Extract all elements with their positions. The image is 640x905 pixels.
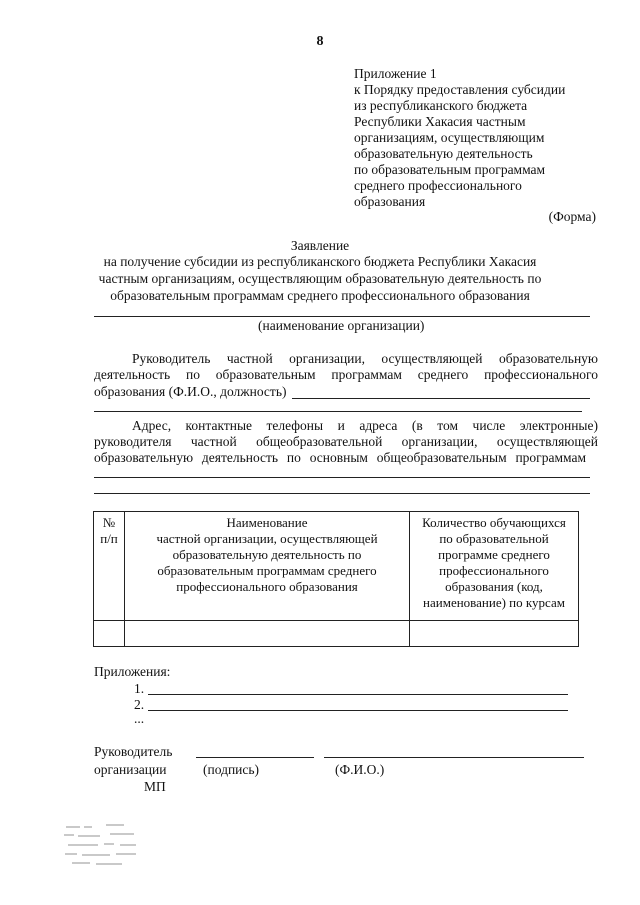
page-number: 8 bbox=[316, 34, 324, 49]
appendix-line: среднего профессионального bbox=[354, 178, 522, 193]
form-label: (Форма) bbox=[548, 209, 596, 224]
signature-field[interactable] bbox=[196, 757, 314, 758]
table-cell-student-count[interactable] bbox=[410, 621, 579, 647]
attachments-label: Приложения: bbox=[94, 664, 171, 679]
org-name-field[interactable] bbox=[94, 316, 590, 317]
address-field-1[interactable] bbox=[94, 477, 590, 478]
appendix-line: образовательную деятельность bbox=[354, 146, 533, 161]
address-paragraph-line: образовательную деятельность по основным общеобразовательным программам bbox=[94, 450, 586, 465]
head-name-field[interactable] bbox=[292, 398, 590, 399]
appendix-line: организациям, осуществляющим bbox=[354, 130, 545, 145]
attachment-number: 2. bbox=[134, 697, 145, 712]
head-paragraph-line: образования (Ф.И.О., должность) bbox=[94, 384, 287, 399]
attachment-field[interactable] bbox=[148, 694, 568, 695]
title-line: образовательным программам среднего профессионального образования bbox=[110, 288, 530, 303]
head-paragraph-line: Руководитель частной организации, осуществляющей образовательную bbox=[132, 351, 598, 366]
full-name-field[interactable] bbox=[324, 757, 584, 758]
address-field-2[interactable] bbox=[94, 493, 590, 494]
attachment-ellipsis: ... bbox=[134, 711, 145, 726]
header-number: № п/п bbox=[94, 512, 125, 621]
title-line: частным организациям, осуществляющим образовательную деятельность по bbox=[98, 271, 542, 286]
table-header-row bbox=[94, 512, 579, 621]
address-paragraph-line: Адрес, контактные телефоны и адреса (в том числе электронные) bbox=[132, 418, 598, 433]
head-label: Руководитель bbox=[94, 744, 173, 759]
appendix-line: образования bbox=[354, 194, 426, 209]
address-paragraph-line: руководителя частной общеобразовательной организации, осуществляющей bbox=[94, 434, 598, 449]
stamp-mark bbox=[62, 822, 140, 870]
title-line: на получение субсидии из республиканского бюджета Республики Хакасия bbox=[103, 254, 537, 269]
document-title: Заявление bbox=[290, 238, 350, 253]
table-row bbox=[94, 621, 579, 647]
organization-label: организации bbox=[94, 762, 167, 777]
signature-caption: (подпись) bbox=[203, 762, 260, 777]
attachment-field[interactable] bbox=[148, 710, 568, 711]
organization-table bbox=[93, 511, 579, 647]
full-name-caption: (Ф.И.О.) bbox=[335, 762, 385, 777]
header-org-name: Наименование частной организации, осуществляющей образовательную деятельность по образовательным программам среднего профессионального образования bbox=[125, 512, 410, 621]
org-name-caption: (наименование организации) bbox=[258, 318, 425, 333]
attachment-number: 1. bbox=[134, 681, 145, 696]
table-cell-number[interactable] bbox=[94, 621, 125, 647]
seal-label: МП bbox=[144, 779, 166, 794]
appendix-line: Республики Хакасия частным bbox=[354, 114, 526, 129]
appendix-line: к Порядку предоставления субсидии bbox=[354, 82, 566, 97]
appendix-line: Приложение 1 bbox=[354, 66, 437, 81]
header-student-count: Количество обучающихся по образовательной программе среднего профессионального образования (код, наименование) по курсам bbox=[410, 512, 579, 621]
appendix-line: из республиканского бюджета bbox=[354, 98, 528, 113]
head-paragraph-line: деятельность по образовательным программам среднего профессионального bbox=[94, 367, 598, 382]
appendix-line: по образовательным программам bbox=[354, 162, 546, 177]
head-name-field-2[interactable] bbox=[94, 411, 582, 412]
table-cell-org-name[interactable] bbox=[125, 621, 410, 647]
